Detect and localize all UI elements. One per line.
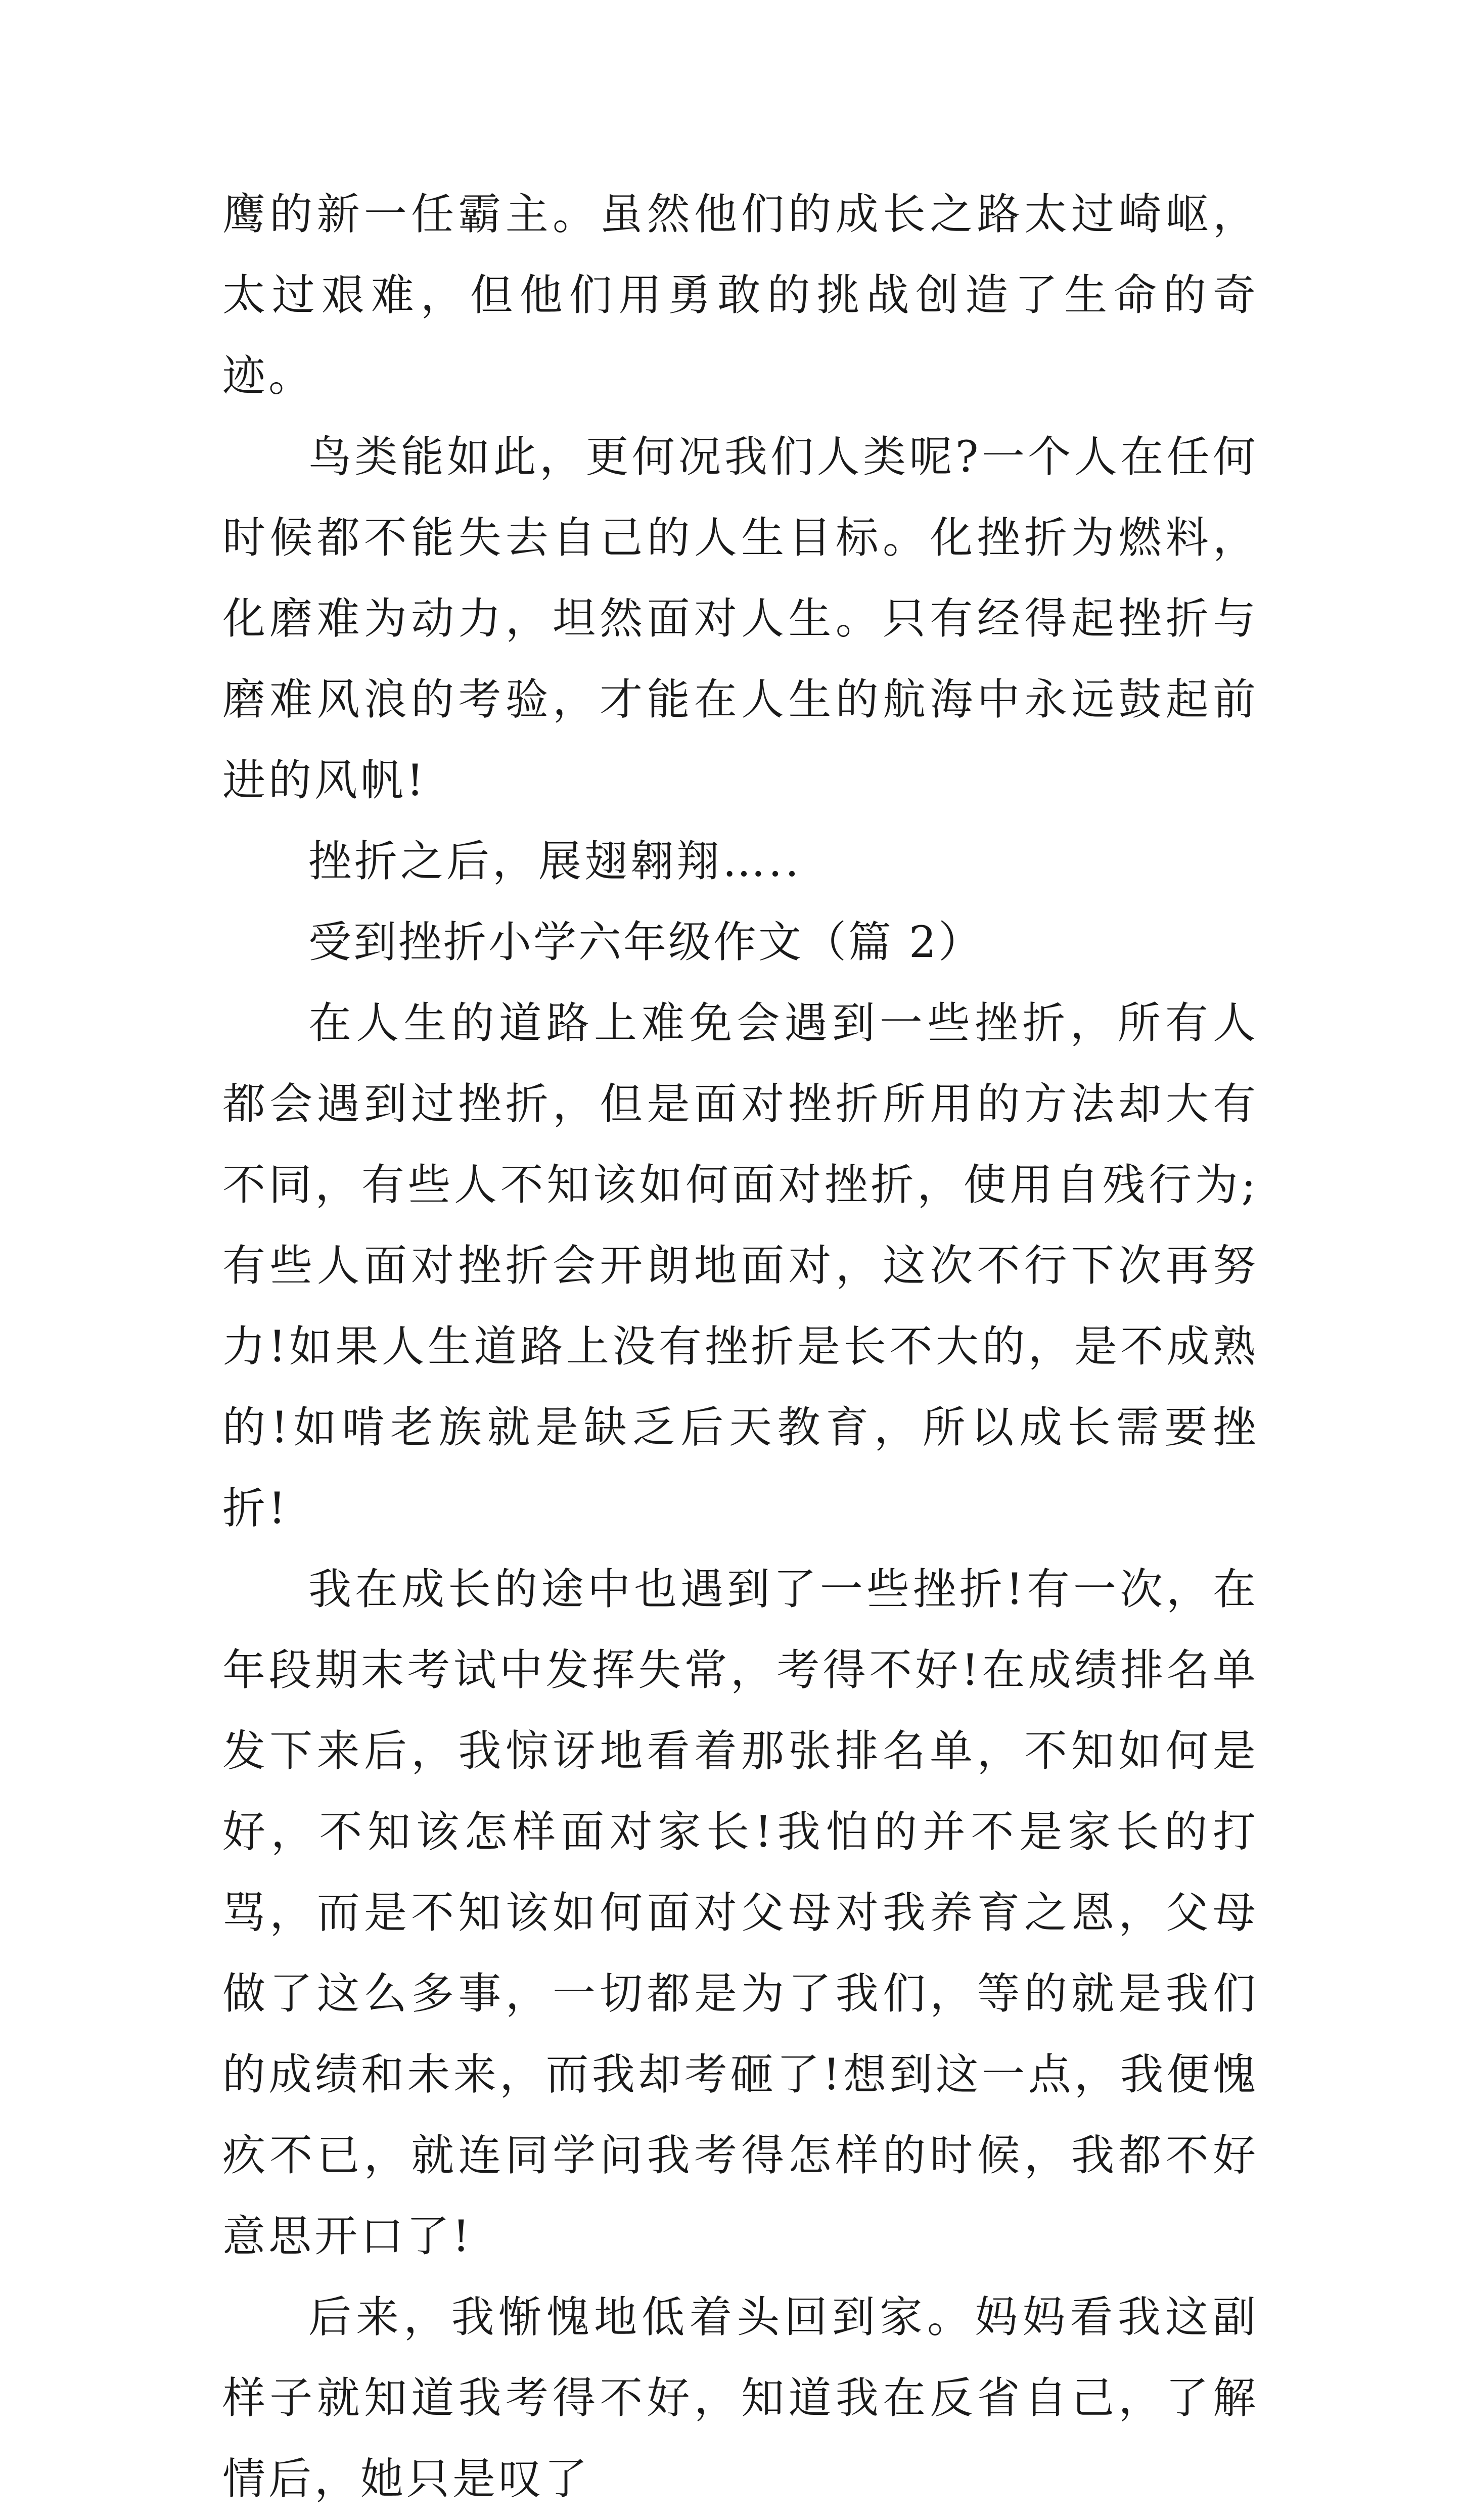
paragraph-7: 后来，我惭愧地低着头回到家。妈妈看我这副样子就知道我考得不好，知道我在反省自己，了解情后，她只是叹了 — [222, 2293, 1259, 2504]
paragraph-2: 鸟类能如此，更何况我们人类呢?一个人在任何时候都不能失去自己的人生目标。化挫折为燃料，化磨难为动力，坦然面对人生。只有经得起挫折与磨难风浪的考验，才能在人生的航海中永远鼓起前进的风帆! — [222, 432, 1259, 806]
document-body — [222, 174, 1259, 2520]
paragraph-6: 我在成长的途中也遇到了一些挫折!有一次，在年段期末考试中发挥失常，考得不好!在成绩排名单发下来后，我惊讶地看着那张排名单，不知如何是好，不知该怎样面对家长!我怕的并不是家长的打骂，而是不知该如何面对父母对我养育之恩，父母做了这么多事，一切都是为了我们，等的就是我们的成绩和未来，而我却考砸了!想到这一点，我便愧疚不已，就连同学问我考得怎样的时候，我都不好意思开口了! — [222, 1565, 1259, 2262]
section-heading: 受到挫折小学六年级作文（篇 2） — [308, 918, 984, 968]
paragraph-1: 鹰的新一任霸主。虽然他们的成长之路太过崎岖，太过艰难，但他们用勇敢的挑战创造了生命的奇迹。 — [222, 190, 1259, 401]
paragraph-5: 在人生的道路上难免会遇到一些挫折，所有人都会遇到过挫折，但是面对挫折所用的方法却大有不同，有些人不知该如何面对挫折，使用自残行为;有些人面对挫折会开朗地面对，这次不行下次再努力!如果人生道路上没有挫折是长不大的，是不成熟的!如啃老族就是缺乏后天教育，所以成长需要挫折! — [222, 998, 1259, 1534]
paragraph-3: 挫折之后，展翅翱翔….. — [308, 837, 802, 887]
